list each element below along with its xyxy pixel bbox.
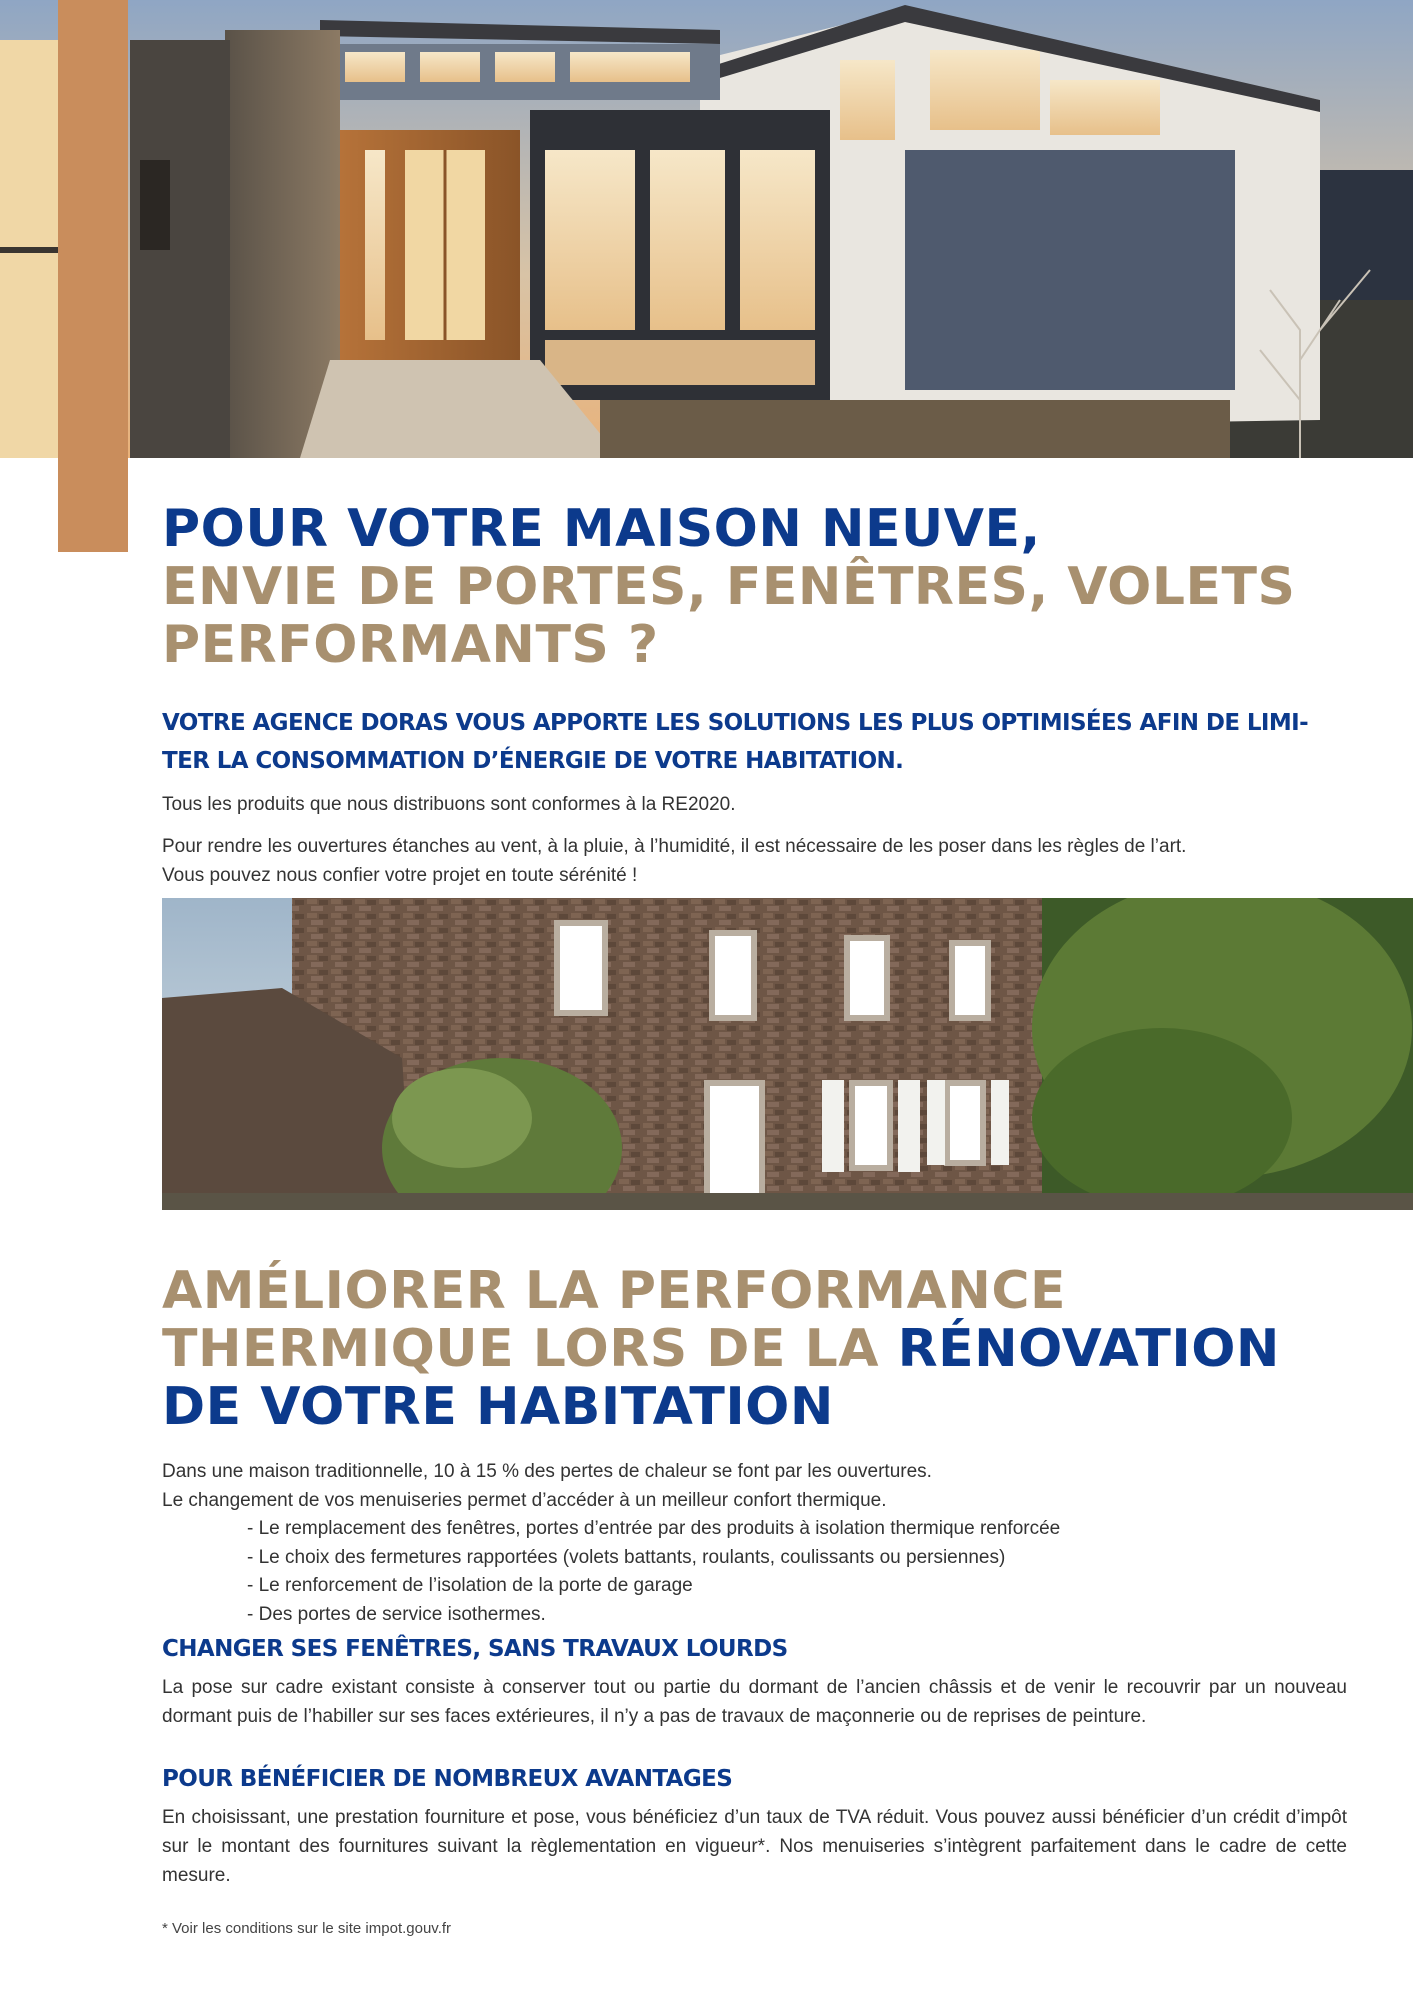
- list-item: - Des portes de service isothermes.: [247, 1603, 546, 1625]
- heading-new-house: [162, 500, 1295, 674]
- heading2-line-1: AMÉLIORER LA PERFORMANCE: [162, 1261, 1067, 1321]
- intro-line: Pour rendre les ouvertures étanches au vent, à la pluie, à l’humidité, il est nécessaire de les poser dans les règles de l’art.: [162, 836, 1187, 857]
- hero-photo-modern-house: [0, 0, 1413, 458]
- list-item: - Le renforcement de l’isolation de la porte de garage: [247, 1575, 693, 1596]
- renovation-bullet-list: [247, 1515, 1060, 1629]
- renovation-intro: [162, 1458, 932, 1515]
- renovation-line: Dans une maison traditionnelle, 10 à 15 % des pertes de chaleur se font par les ouvertures.: [162, 1461, 932, 1482]
- intro-line: Tous les produits que nous distribuons sont conformes à la RE2020.: [162, 794, 736, 815]
- section-title-fenetres: CHANGER SES FENÊTRES, SANS TRAVAUX LOURDS: [162, 1636, 788, 1662]
- intro-paragraph-1: [162, 790, 736, 819]
- heading2-line-3: DE VOTRE HABITATION: [162, 1377, 834, 1437]
- heading2-line-2-tan: THERMIQUE LORS DE LA: [162, 1319, 898, 1379]
- section-title-avantages: POUR BÉNÉFICIER DE NOMBREUX AVANTAGES: [162, 1766, 733, 1792]
- list-item: - Le choix des fermetures rapportées (volets battants, roulants, coulissants ou persiennes): [247, 1546, 1006, 1568]
- heading-line-2: ENVIE DE PORTES, FENÊTRES, VOLETS: [162, 557, 1296, 617]
- heading2-line-2: [162, 1320, 1280, 1378]
- lead-line-1: VOTRE AGENCE DORAS VOUS APPORTE LES SOLUTIONS LES PLUS OPTIMISÉES AFIN DE LIMI-: [162, 710, 1309, 736]
- intro-paragraph-2: [162, 832, 1186, 890]
- heading2-line-2-navy: RÉNOVATION: [897, 1319, 1280, 1379]
- footnote: * Voir les conditions sur le site impot.gouv.fr: [162, 1920, 452, 1937]
- lead-line-2: TER LA CONSOMMATION D’ÉNERGIE DE VOTRE HABITATION.: [162, 748, 904, 774]
- section-text-fenetres: La pose sur cadre existant consiste à conserver tout ou partie du dormant de l’ancien châssis et de venir le recouvrir par un nouveau dormant puis de l’habiller sur ses faces extérieures, il n’y a pas de travaux de maçonnerie ou de reprises de peinture.: [162, 1677, 1347, 1727]
- accent-bar: [58, 0, 128, 552]
- heading-renovation: [162, 1262, 1280, 1436]
- list-item: - Le remplacement des fenêtres, portes d’entrée par des produits à isolation thermique renforcée: [247, 1518, 1061, 1539]
- photo-stone-house: [162, 898, 1413, 1210]
- lead-text: [162, 704, 1352, 780]
- renovation-line: Le changement de vos menuiseries permet d’accéder à un meilleur confort thermique.: [162, 1489, 887, 1511]
- heading-line-1: POUR VOTRE MAISON NEUVE,: [162, 499, 1041, 559]
- section-text-avantages: En choisissant, une prestation fourniture et pose, vous bénéficiez d’un taux de TVA réduit. Vous pouvez aussi bénéficier d’un crédit d’impôt sur le montant des fournitures suivant la règlementation en vigueur*. Nos menuiseries s’intègrent parfaitement dans le cadre de cette mesure.: [162, 1807, 1347, 1886]
- heading-line-3: PERFORMANTS ?: [162, 615, 659, 675]
- intro-line: Vous pouvez nous confier votre projet en toute sérénité !: [162, 865, 638, 886]
